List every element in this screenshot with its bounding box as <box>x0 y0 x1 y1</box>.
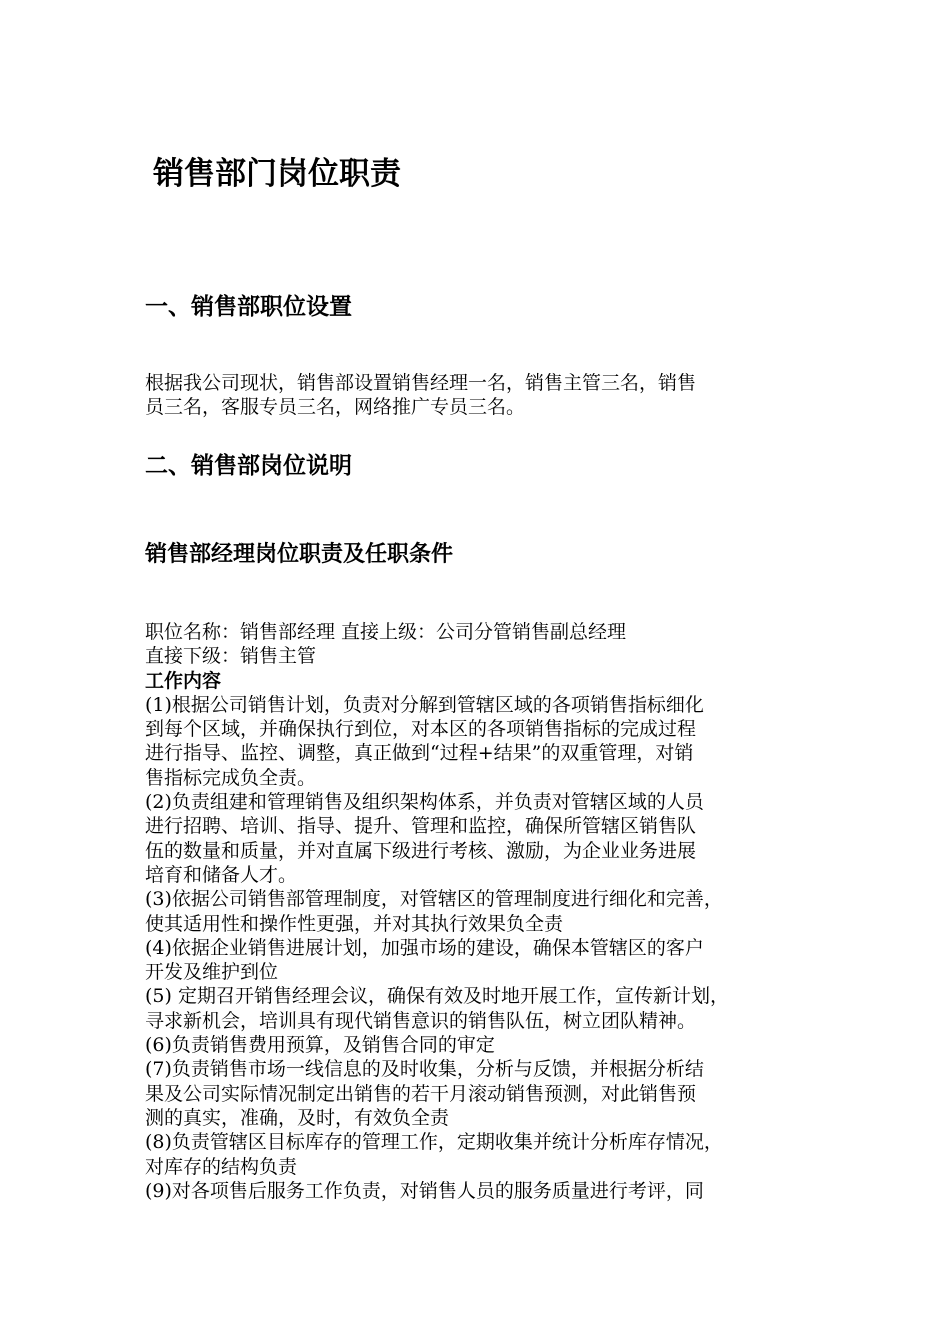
duty-line: 到每个区域，并确保执行到位，对本区的各项销售指标的完成过程 <box>145 718 697 741</box>
duty-line: 开发及维护到位 <box>145 961 279 984</box>
duty-line: 培育和储备人才。 <box>145 863 298 886</box>
duty-line: (6)负责销售费用预算，及销售合同的审定 <box>145 1034 495 1057</box>
duty-line: 果及公司实际情况制定出销售的若干月滚动销售预测，对此销售预 <box>145 1082 697 1105</box>
job-info-line: 直接下级：销售主管 <box>145 645 317 668</box>
job-info-line: 职位名称：销售部经理 直接上级：公司分管销售副总经理 <box>145 621 627 643</box>
duty-line: (9)对各项售后服务工作负责，对销售人员的服务质量进行考评，同 <box>145 1179 704 1202</box>
duty-line: 对库存的结构负责 <box>145 1155 298 1178</box>
duty-line: 售指标完成负全责。 <box>145 766 317 789</box>
duty-line: 使其适用性和操作性更强，并对其执行效果负全责 <box>145 912 564 935</box>
duty-line: 测的真实，准确，及时，有效负全责 <box>145 1106 450 1129</box>
section-heading-position-setup: 一、销售部职位设置 <box>145 294 352 320</box>
duty-line: 伍的数量和质量，并对直属下级进行考核、激励，为企业业务进展 <box>145 839 697 862</box>
subsection-heading-manager-duties: 销售部经理岗位职责及任职条件 <box>145 542 454 567</box>
duty-line: (8)负责管辖区目标库存的管理工作，定期收集并统计分析库存情况， <box>145 1131 723 1154</box>
duty-line: (5) 定期召开销售经理会议，确保有效及时地开展工作，宣传新计划， <box>145 985 729 1008</box>
duty-line: 进行招聘、培训、指导、提升、管理和监控，确保所管辖区销售队 <box>145 815 697 838</box>
duty-line: (2)负责组建和管理销售及组织架构体系，并负责对管辖区域的人员 <box>145 791 704 814</box>
job-description-body <box>145 620 835 1203</box>
duty-line: (3)依据公司销售部管理制度，对管辖区的管理制度进行细化和完善， <box>145 888 723 911</box>
intro-paragraph <box>145 371 835 420</box>
duty-line: 寻求新机会，培训具有现代销售意识的销售队伍，树立团队精神。 <box>145 1009 697 1032</box>
work-content-label: 工作内容 <box>145 669 222 692</box>
duty-line: (4)依据企业销售进展计划，加强市场的建设，确保本管辖区的客户 <box>145 936 704 959</box>
intro-line: 根据我公司现状，销售部设置销售经理一名，销售主管三名，销售 <box>145 372 697 394</box>
duty-line: (7)负责销售市场一线信息的及时收集，分析与反馈，并根据分析结 <box>145 1058 704 1081</box>
intro-line: 员三名，客服专员三名，网络推广专员三名。 <box>145 396 526 419</box>
section-heading-position-description: 二、销售部岗位说明 <box>145 453 352 479</box>
duty-line: 进行指导、监控、调整，真正做到“过程+结果”的双重管理，对销 <box>145 742 694 765</box>
document-title: 销售部门岗位职责 <box>153 156 401 192</box>
duty-line: (1)根据公司销售计划，负责对分解到管辖区域的各项销售指标细化 <box>145 693 704 716</box>
